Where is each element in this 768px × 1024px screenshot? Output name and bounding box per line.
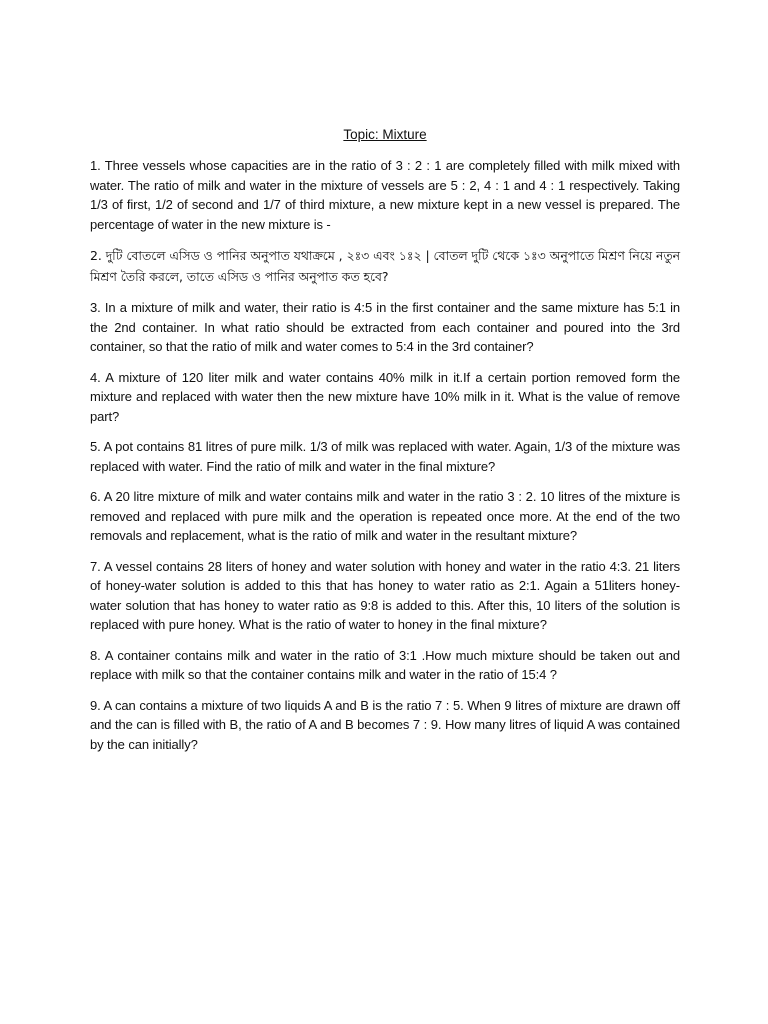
question-7: 7. A vessel contains 28 liters of honey and water solution with honey and water in the ratio 4:3. 21 liters of honey-water solution is added to this that has honey to water ratio as 2:1. Again a 51liters honey-water solution that has honey to water ratio as 9:8 is added to this. After this, 10 liters of the solution is replaced with pure honey. What is the ratio of water to honey in the final mixture?: [90, 558, 680, 632]
question-5: 5. A pot contains 81 litres of pure milk. 1/3 of milk was replaced with water. Again, 1/3 of the mixture was replaced with water. Find the ratio of milk and water in the final mixture?: [90, 439, 680, 474]
question-2: 2. দুটি বোতলে এসিড ও পানির অনুপাত যথাক্রমে , ২ঃ৩ এবং ১ঃ২ | বোতল দুটি থেকে ১ঃ৩ অনুপাতে মিশ্রণ নিয়ে নতুন মিশ্রণ তৈরি করলে, তাতে এসিড ও পানির অনুপাত কত হবে?: [90, 248, 680, 284]
question-3: 3. In a mixture of milk and water, their ratio is 4:5 in the first container and the same mixture has 5:1 in the 2nd container. In what ratio should be extracted from each container and poured into the 3rd container, so that the ratio of milk and water comes to 5:4 in the 3rd container?: [90, 300, 680, 354]
question-1: 1. Three vessels whose capacities are in the ratio of 3 : 2 : 1 are completely filled with milk mixed with water. The ratio of milk and water in the mixture of vessels are 5 : 2, 4 : 1 and 4 : 1 respectively. Taking 1/3 of first, 1/2 of second and 1/7 of third mixture, a new mixture kept in a new vessel is prepared. The percentage of water in the new mixture is -: [90, 158, 680, 232]
question-4: 4. A mixture of 120 liter milk and water contains 40% milk in it.If a certain portion removed form the mixture and replaced with water then the new mixture have 10% milk in it. What is the value of remove part?: [90, 369, 680, 424]
question-6: 6. A 20 litre mixture of milk and water contains milk and water in the ratio 3 : 2. 10 litres of the mixture is removed and replaced with pure milk and the operation is repeated once more. At the end of the two removals and replacement, what is the ratio of milk and water in the resultant mixture?: [90, 489, 680, 543]
page-title: Topic: Mixture: [343, 127, 427, 142]
question-8: 8. A container contains milk and water in the ratio of 3:1 .How much mixture should be taken out and replace with milk so that the container contains milk and water in the ratio of 15:4 ?: [90, 647, 680, 682]
document-page: [90, 126, 680, 765]
question-9: 9. A can contains a mixture of two liquids A and B is the ratio 7 : 5. When 9 litres of mixture are drawn off and the can is filled with B, the ratio of A and B becomes 7 : 9. How many litres of liquid A was contained by the can initially?: [90, 697, 680, 752]
